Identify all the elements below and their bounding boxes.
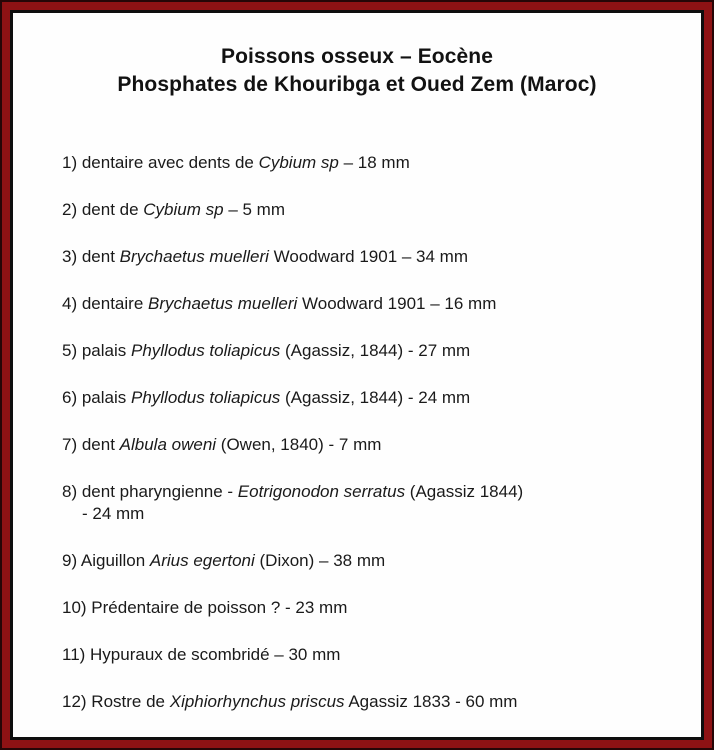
item-text-segment: 3) dent xyxy=(62,247,120,266)
list-item xyxy=(62,387,681,409)
list-item xyxy=(62,644,681,666)
item-text-segment: (Agassiz, 1844) - 24 mm xyxy=(280,388,471,407)
species-name: Albula oweni xyxy=(119,435,217,454)
species-name: Xiphiorhynchus priscus xyxy=(169,692,345,711)
item-text-segment: 11) Hypuraux de scombridé – 30 mm xyxy=(62,645,341,664)
species-name: Cybium sp xyxy=(258,153,339,172)
species-name: Brychaetus muelleri xyxy=(148,294,298,313)
item-text-segment: 4) dentaire xyxy=(62,294,148,313)
item-text-segment: (Agassiz, 1844) - 27 mm xyxy=(280,341,471,360)
species-name: Brychaetus muelleri xyxy=(119,247,269,266)
list-item-continuation: - 24 mm xyxy=(82,504,145,523)
species-name: Eotrigonodon serratus xyxy=(237,482,406,501)
item-text-segment: 6) palais xyxy=(62,388,131,407)
item-text-segment: Agassiz 1833 - 60 mm xyxy=(344,692,518,711)
list-item xyxy=(62,691,681,713)
list-item xyxy=(62,481,681,525)
item-text-segment: 8) dent pharyngienne - xyxy=(62,482,238,501)
list-item-text xyxy=(62,293,681,315)
specimen-list xyxy=(62,152,681,713)
item-text-segment: Woodward 1901 – 16 mm xyxy=(297,294,497,313)
item-text-segment: Woodward 1901 – 34 mm xyxy=(268,247,469,266)
species-name: Cybium sp xyxy=(143,200,224,219)
list-item-text xyxy=(62,246,681,268)
item-text-segment: (Agassiz 1844) xyxy=(405,482,524,501)
species-name: Phyllodus toliapicus xyxy=(130,341,281,360)
list-item xyxy=(62,293,681,315)
species-name: Phyllodus toliapicus xyxy=(130,388,281,407)
list-item-text xyxy=(62,199,681,221)
title-line-2: Phosphates de Khouribga et Oued Zem (Maroc) xyxy=(117,73,597,96)
title-line-1: Poissons osseux – Eocène xyxy=(220,45,494,68)
document-page xyxy=(10,10,704,740)
item-text-segment: – 5 mm xyxy=(223,200,285,219)
list-item xyxy=(62,434,681,456)
item-text-segment: 7) dent xyxy=(62,435,120,454)
item-text-segment: 12) Rostre de xyxy=(62,692,170,711)
item-text-segment: 10) Prédentaire de poisson ? - 23 mm xyxy=(62,598,348,617)
list-item-text xyxy=(62,152,681,174)
list-item-text xyxy=(62,340,681,362)
list-item-text xyxy=(62,644,681,666)
item-text-segment: 5) palais xyxy=(62,341,131,360)
list-item-text xyxy=(62,691,681,713)
item-text-segment: 9) Aiguillon xyxy=(62,551,150,570)
list-item-text xyxy=(62,387,681,409)
list-item-text xyxy=(62,481,681,503)
page-title xyxy=(23,43,691,99)
list-item-text xyxy=(62,597,681,619)
item-text-segment: (Dixon) – 38 mm xyxy=(254,551,386,570)
list-item-text xyxy=(62,550,681,572)
list-item xyxy=(62,199,681,221)
list-item xyxy=(62,597,681,619)
list-item xyxy=(62,246,681,268)
list-item xyxy=(62,340,681,362)
species-name: Arius egertoni xyxy=(149,551,255,570)
list-item-text xyxy=(62,434,681,456)
item-text-segment: 2) dent de xyxy=(62,200,144,219)
list-item xyxy=(62,152,681,174)
item-text-segment: – 18 mm xyxy=(338,153,410,172)
item-text-segment: 1) dentaire avec dents de xyxy=(62,153,259,172)
item-text-segment: (Owen, 1840) - 7 mm xyxy=(216,435,382,454)
list-item xyxy=(62,550,681,572)
